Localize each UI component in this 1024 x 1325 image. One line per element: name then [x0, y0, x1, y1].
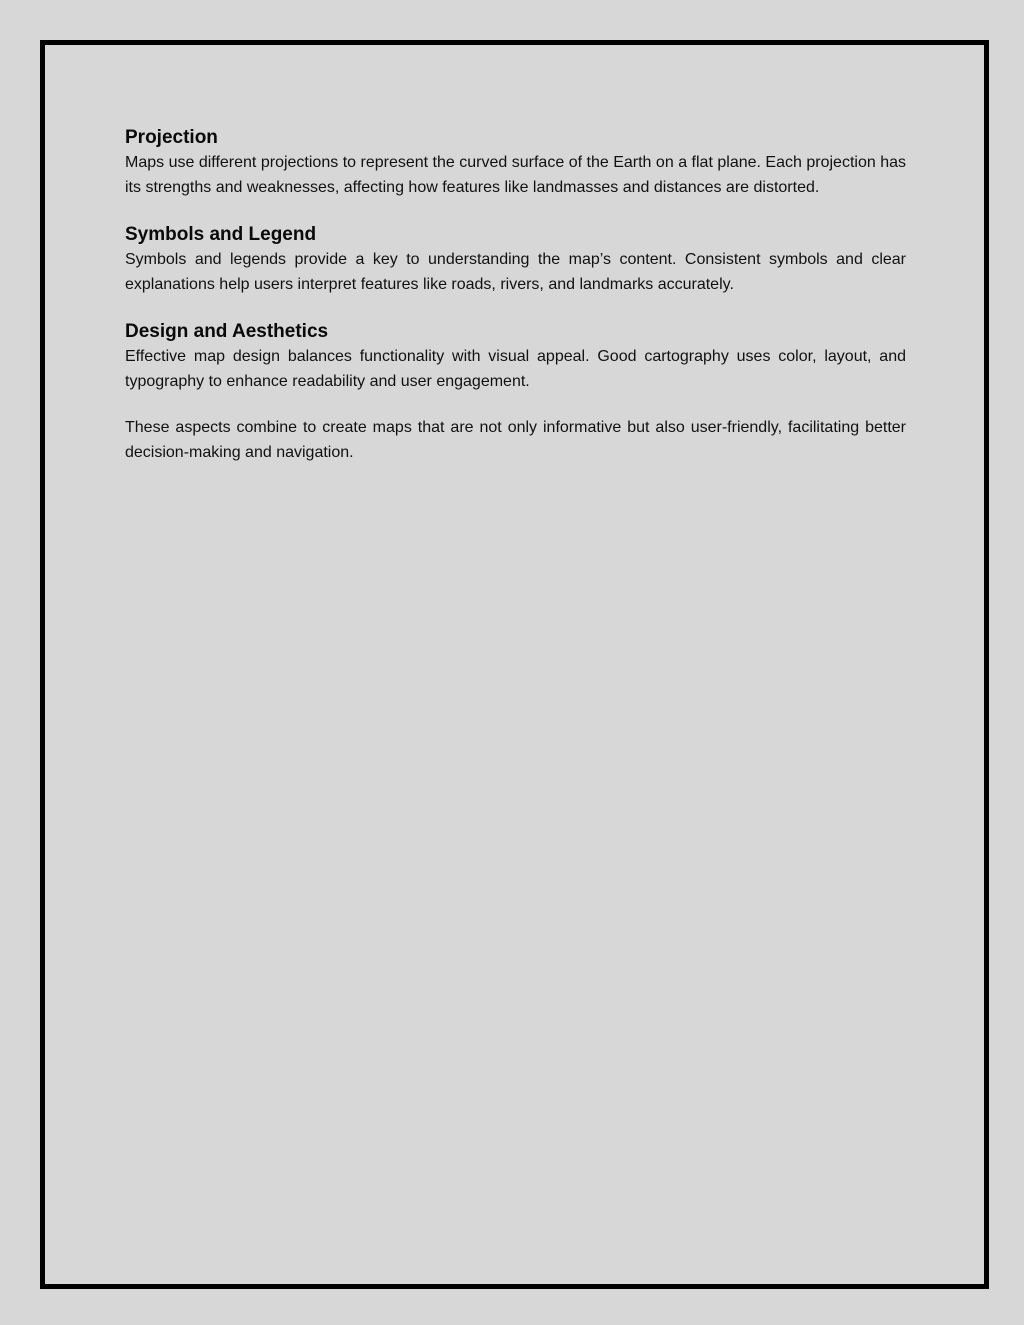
page-content	[125, 125, 906, 465]
section-heading-design-aesthetics: Design and Aesthetics	[125, 321, 329, 342]
conclusion-paragraph: These aspects combine to create maps that are not only informative but also user-friendly, facilitating better decision-making and navigation.	[125, 419, 906, 461]
page-frame	[40, 40, 989, 1289]
section-symbols-legend	[125, 222, 906, 297]
section-body-design-aesthetics: Effective map design balances functionality with visual appeal. Good cartography uses color, layout, and typography to enhance readability and user engagement.	[125, 348, 906, 390]
section-heading-symbols-legend: Symbols and Legend	[125, 224, 317, 245]
section-design-aesthetics	[125, 319, 906, 394]
section-body-projection: Maps use different projections to represent the curved surface of the Earth on a flat plane. Each projection has its strengths and weaknesses, affecting how features like landmasses and distances are distorted.	[125, 154, 906, 196]
section-projection	[125, 125, 906, 200]
section-heading-projection: Projection	[125, 127, 218, 148]
section-body-symbols-legend: Symbols and legends provide a key to understanding the map’s content. Consistent symbols and clear explanations help users interpret features like roads, rivers, and landmarks accurately.	[125, 251, 906, 293]
